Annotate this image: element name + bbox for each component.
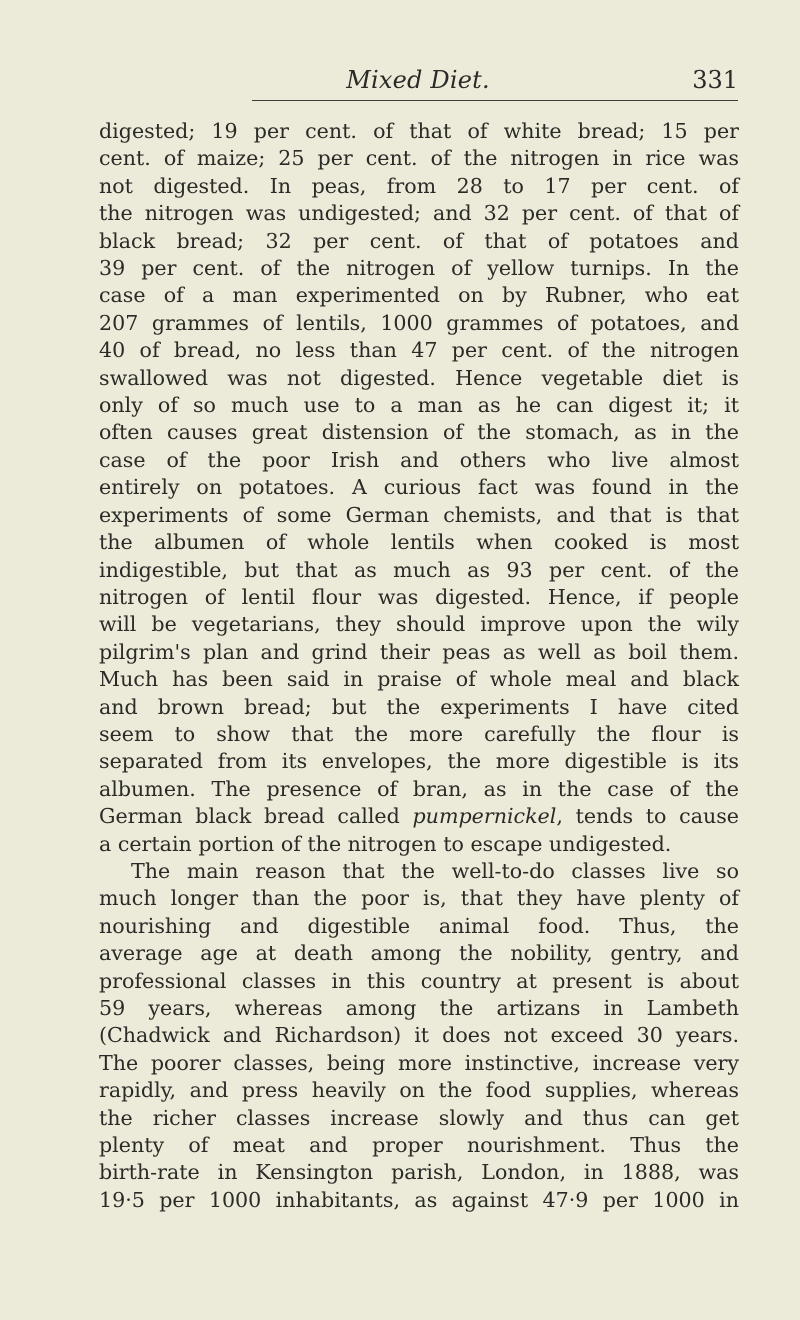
text-line: digested; 19 per cent. of that of white bread; 15 per [99, 119, 739, 143]
text-line: not digested. In peas, from 28 to 17 per cent. of [99, 173, 739, 198]
text-line: albumen. The presence of bran, as in the case of the [99, 776, 739, 801]
text-line-pumpernickel [99, 803, 739, 830]
text-line: 207 grammes of lentils, 1000 grammes of potatoes, and [99, 310, 739, 335]
text-line: rapidly, and press heavily on the food supplies, whereas [99, 1078, 739, 1103]
text-line: 39 per cent. of the nitrogen of yellow turnips. In the [99, 256, 739, 281]
text-segment: German black bread called [99, 804, 413, 829]
text-line: 19·5 per 1000 inhabitants, as against 47·9 per 1000 in [99, 1187, 739, 1212]
text-line: only of so much use to a man as he can digest it; it [99, 393, 739, 418]
text-line: average age at death among the nobility, gentry, and [99, 941, 739, 966]
text-line: will be vegetarians, they should improve upon the wily [99, 612, 739, 637]
text-line: a certain portion of the nitrogen to escape undigested. [99, 831, 672, 856]
text-line: plenty of meat and proper nourishment. Thus the [99, 1133, 739, 1158]
text-line: The poorer classes, being more instinctive, increase very [99, 1050, 739, 1075]
running-head: Mixed Diet. [346, 66, 490, 94]
text-line: entirely on potatoes. A curious fact was found in the [99, 475, 739, 500]
header-rule [252, 100, 738, 101]
body-text [99, 118, 739, 1214]
text-line: swallowed was not digested. Hence vegetable diet is [99, 365, 739, 390]
text-line: nourishing and digestible animal food. Thus, the [99, 913, 739, 938]
text-line: Much has been said in praise of whole meal and black [99, 667, 739, 692]
text-line: 40 of bread, no less than 47 per cent. of the nitrogen [99, 338, 739, 363]
text-line: (Chadwick and Richardson) it does not exceed 30 years. [99, 1023, 739, 1048]
text-line: pilgrim's plan and grind their peas as well as boil them. [99, 639, 739, 664]
text-line: the albumen of whole lentils when cooked is most [99, 530, 739, 555]
text-line: the richer classes increase slowly and thus can get [99, 1105, 739, 1130]
text-line: separated from its envelopes, the more digestible is its [99, 749, 739, 774]
text-line: The main reason that the well-to-do classes live so [131, 858, 739, 883]
page-number: 331 [692, 66, 738, 94]
text-line: the nitrogen was undigested; and 32 per cent. of that of [99, 201, 739, 226]
text-line: birth-rate in Kensington parish, London, in 1888, was [99, 1160, 739, 1185]
text-line: indigestible, but that as much as 93 per cent. of the [99, 557, 739, 582]
text-line: nitrogen of lentil flour was digested. Hence, if people [99, 584, 739, 609]
text-line: and brown bread; but the experiments I have cited [99, 694, 739, 719]
text-line: often causes great distension of the stomach, as in the [99, 420, 739, 445]
text-line: much longer than the poor is, that they have plenty of [99, 886, 739, 911]
text-line: seem to show that the more carefully the flour is [99, 721, 739, 746]
text-segment: , tends to cause [556, 804, 739, 829]
italic-term: pumpernickel [412, 804, 557, 829]
text-line: case of a man experimented on by Rubner, who eat [99, 283, 739, 308]
page-header [98, 62, 738, 98]
text-line: cent. of maize; 25 per cent. of the nitrogen in rice was [99, 146, 739, 171]
text-line: 59 years, whereas among the artizans in Lambeth [99, 996, 739, 1020]
text-line: black bread; 32 per cent. of that of potatoes and [99, 228, 739, 253]
text-line: experiments of some German chemists, and that is that [99, 502, 739, 527]
text-line: professional classes in this country at present is about [99, 968, 739, 993]
text-line: case of the poor Irish and others who live almost [99, 447, 739, 472]
